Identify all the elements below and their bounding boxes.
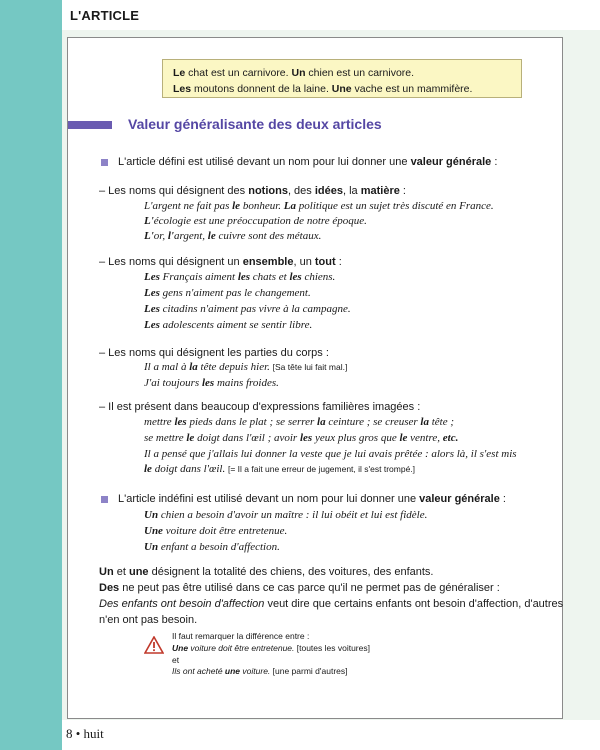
- text-run: L'article défini est utilisé devant un nom pour lui donner une: [118, 156, 411, 168]
- text-run: veut dire que certains enfants ont besoin d'affection, d'autres: [264, 598, 564, 610]
- text-run: or,: [153, 230, 168, 242]
- example-line: [144, 524, 287, 538]
- bold-text: les: [201, 377, 215, 389]
- text-run: :: [335, 256, 342, 268]
- bold-text: Un: [99, 566, 114, 578]
- text-run: Il a pensé que j'allais lui donner la veste que je lui avais prêtée : alors là, il s'est mis: [144, 448, 517, 460]
- text-run: adolescents aiment se sentir libre.: [159, 319, 313, 331]
- italic-text: voiture.: [240, 666, 273, 676]
- bold-text: le: [144, 463, 152, 475]
- example-line: [144, 462, 415, 476]
- paragraph-line: [99, 581, 500, 595]
- bold-text: valeur générale: [410, 156, 492, 168]
- gloss-text: [= Il a fait une erreur de jugement, il s'est trompé.]: [227, 464, 416, 474]
- text-run: Il faut remarquer la différence entre :: [172, 631, 310, 641]
- example-line: [144, 270, 335, 284]
- bold-text: l': [167, 230, 174, 242]
- bold-text: les: [174, 416, 187, 428]
- note-line: [172, 655, 179, 666]
- text-run: [une parmi d'autres]: [272, 666, 348, 676]
- bold-text: Un: [291, 67, 306, 79]
- paragraph-line: [99, 613, 197, 627]
- paragraph-line: [99, 597, 563, 611]
- bold-text: Les: [144, 271, 160, 283]
- text-run: doigt dans l'œil.: [151, 463, 228, 475]
- text-run: Français aiment: [159, 271, 238, 283]
- example-line: [144, 199, 494, 213]
- teal-margin-strip: [0, 0, 62, 750]
- text-run: chat est un carnivore.: [185, 67, 292, 79]
- bold-text: la: [317, 416, 326, 428]
- text-run: désignent la totalité des chiens, des voitures, des enfants.: [148, 566, 434, 578]
- text-run: :: [399, 185, 406, 197]
- text-run: tête ;: [428, 416, 455, 428]
- bold-text: matière: [360, 185, 400, 197]
- bold-italic-text: Une: [172, 643, 189, 653]
- square-bullet-icon: [101, 159, 108, 166]
- note-line: [172, 631, 309, 642]
- rule-heading: [99, 400, 420, 414]
- text-run: n'en ont pas besoin.: [99, 614, 198, 626]
- text-run: vache est un mammifère.: [351, 83, 473, 95]
- bold-text: Un: [144, 509, 159, 521]
- rule-heading: [99, 184, 406, 198]
- bold-text: Les: [144, 319, 160, 331]
- example-line: [144, 540, 280, 554]
- bold-italic-text: une: [224, 666, 241, 676]
- text-run: chien est un carnivore.: [305, 67, 415, 79]
- text-run: , un: [293, 256, 315, 268]
- gloss-text: [Sa tête lui fait mal.]: [272, 362, 348, 372]
- italic-text: voiture doit être entretenue.: [188, 643, 297, 653]
- square-bullet-icon: [101, 496, 108, 503]
- text-run: mettre: [144, 416, 175, 428]
- text-run: bonheur.: [240, 200, 284, 212]
- warning-triangle-icon: [144, 636, 164, 654]
- rule-heading: [99, 255, 342, 269]
- bullet-rule: [118, 492, 506, 506]
- text-run: cuivre sont des métaux.: [215, 230, 322, 242]
- text-run: , des: [287, 185, 315, 197]
- bold-text: L': [144, 215, 154, 227]
- bold-text: Les: [144, 287, 160, 299]
- text-run: gens n'aiment pas le changement.: [159, 287, 311, 299]
- text-run: voiture doit être entretenue.: [162, 525, 288, 537]
- bold-text: les: [289, 271, 302, 283]
- text-run: , la: [342, 185, 361, 197]
- bold-text: notions: [248, 185, 288, 197]
- text-run: ventre,: [407, 432, 443, 444]
- example-line: [144, 214, 367, 228]
- bold-text: les: [299, 432, 313, 444]
- text-run: – Il est présent dans beaucoup d'expressions familières imagées :: [99, 401, 421, 413]
- example-line: [144, 302, 351, 316]
- paragraph-line: [99, 565, 433, 579]
- example-line: [144, 360, 347, 374]
- text-run: yeux plus gros que: [312, 432, 400, 444]
- note-line: [172, 643, 370, 654]
- example-line: [144, 431, 458, 445]
- text-run: chiens.: [301, 271, 336, 283]
- text-run: argent,: [173, 230, 208, 242]
- text-run: J'ai toujours: [144, 377, 202, 389]
- bold-text: idées: [314, 185, 343, 197]
- example-line: [144, 318, 312, 332]
- text-run: et: [113, 566, 129, 578]
- text-run: – Les noms qui désignent un: [99, 256, 243, 268]
- text-run: L'article indéfini est utilisé devant un nom pour lui donner une: [118, 493, 420, 505]
- italic-text: Des enfants ont besoin d'affection: [99, 598, 265, 610]
- text-run: citadins n'aiment pas vivre à la campagne.: [159, 303, 351, 315]
- text-run: enfant a besoin d'affection.: [158, 541, 280, 553]
- bold-text: Une: [144, 525, 163, 537]
- text-run: ceinture ; se creuser: [325, 416, 421, 428]
- bold-text: Les: [144, 303, 160, 315]
- bold-text: Des: [99, 582, 120, 594]
- text-run: ne peut pas être utilisé dans ce cas parce qu'il ne permet pas de généraliser :: [119, 582, 500, 594]
- text-run: politique est un sujet très discuté en France.: [296, 200, 494, 212]
- text-run: [toutes les voitures]: [296, 643, 370, 653]
- chapter-title: L'ARTICLE: [70, 8, 140, 23]
- bold-text: les: [237, 271, 251, 283]
- bold-text: valeur générale: [419, 493, 500, 505]
- example-line: [144, 286, 311, 300]
- bold-text: le: [186, 432, 195, 444]
- text-run: :: [491, 156, 498, 168]
- example-line: [144, 229, 321, 243]
- text-run: L'argent ne fait pas: [144, 200, 233, 212]
- text-run: doigt dans l'œil ; avoir: [194, 432, 300, 444]
- example-line: [144, 447, 517, 461]
- example-line: [144, 508, 427, 522]
- bold-text: etc.: [442, 432, 459, 444]
- header-bar: [62, 0, 600, 30]
- text-run: Il a mal à: [144, 361, 190, 373]
- intro-line-2: [173, 81, 521, 97]
- bold-text: la: [420, 416, 429, 428]
- bold-text: ensemble: [242, 256, 294, 268]
- text-run: moutons donnent de la laine.: [191, 83, 332, 95]
- text-run: – Les noms qui désignent des: [99, 185, 249, 197]
- bold-text: La: [283, 200, 297, 212]
- example-line: [144, 376, 279, 390]
- intro-example-box: [162, 59, 522, 98]
- bold-text: le: [207, 230, 216, 242]
- text-run: se mettre: [144, 432, 187, 444]
- bold-text: Une: [331, 83, 352, 95]
- text-run: mains froides.: [214, 377, 279, 389]
- text-run: et: [172, 655, 180, 665]
- text-run: chien a besoin d'avoir un maître : il lui obéit et lui est fidèle.: [158, 509, 428, 521]
- section-title: Valeur généralisante des deux articles: [128, 116, 382, 132]
- text-run: – Les noms qui désignent les parties du corps :: [99, 347, 329, 359]
- note-line: [172, 666, 348, 677]
- page-footer: 8 • huit: [66, 726, 104, 741]
- bold-text: le: [232, 200, 241, 212]
- bold-text: tout: [314, 256, 336, 268]
- bold-text: une: [128, 566, 149, 578]
- bold-text: la: [189, 361, 198, 373]
- example-line: [144, 415, 454, 429]
- bullet-rule: [118, 155, 497, 169]
- text-run: pieds dans le plat ; se serrer: [186, 416, 318, 428]
- intro-line-1: [173, 65, 521, 81]
- rule-heading: [99, 346, 329, 360]
- text-run: écologie est une préoccupation de notre époque.: [153, 215, 367, 227]
- bold-text: L': [144, 230, 154, 242]
- bold-text: le: [399, 432, 408, 444]
- text-run: tête depuis hier.: [197, 361, 273, 373]
- bold-text: Le: [173, 67, 186, 79]
- section-marker: [68, 121, 112, 129]
- bold-text: Un: [144, 541, 159, 553]
- text-run: :: [499, 493, 506, 505]
- italic-text: Ils ont acheté: [172, 666, 225, 676]
- bold-text: Les: [173, 83, 192, 95]
- text-run: chats et: [250, 271, 290, 283]
